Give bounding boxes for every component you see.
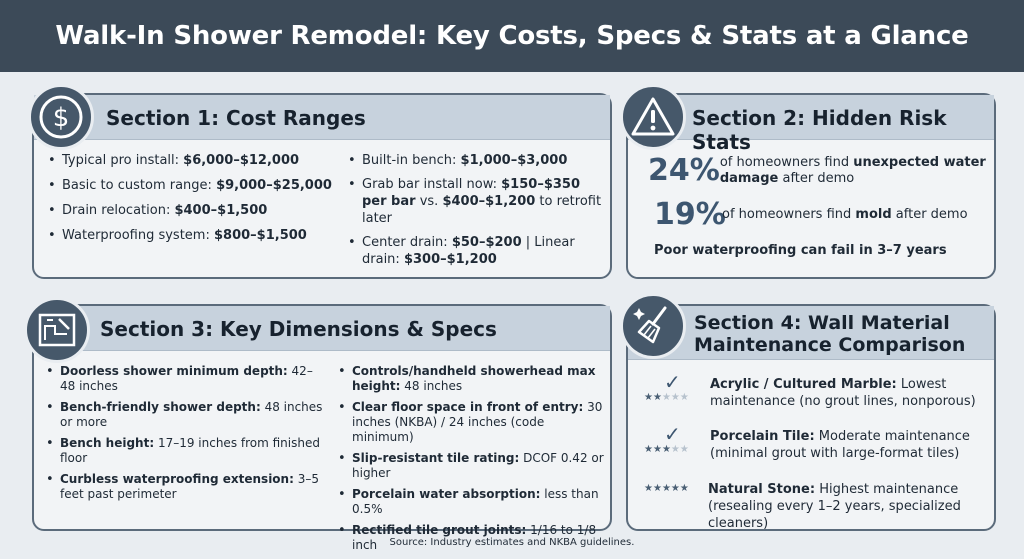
star-icon: ★ bbox=[679, 483, 689, 494]
star-icon: ★ bbox=[652, 483, 662, 494]
blueprint-icon bbox=[24, 297, 90, 363]
star-icon: ★ bbox=[679, 392, 689, 403]
star-icon: ★ bbox=[670, 483, 680, 494]
material-description: Acrylic / Cultured Marble: Lowest maintenance (no grout lines, nonporous) bbox=[710, 377, 976, 409]
rating-stars bbox=[644, 483, 689, 494]
star-icon: ★ bbox=[644, 483, 653, 494]
check-icon: ✓ bbox=[664, 370, 681, 394]
star-icon: ★ bbox=[652, 392, 662, 403]
cost-ranges-title: Section 1: Cost Ranges bbox=[106, 106, 366, 130]
list-item: • Center drain: $50–$200 | Linear drain: $300–$1,200 bbox=[348, 234, 608, 268]
mold-stat bbox=[654, 197, 968, 232]
list-item: • Grab bar install now: $150–$350 per bar vs. $400–$1,200 to retrofit later bbox=[348, 176, 608, 227]
list-item: • Controls/handheld showerhead max height: 48 inches bbox=[338, 364, 608, 394]
list-item: • Rectified tile grout joints: 1/16 to 1/8 inch bbox=[338, 523, 608, 553]
star-icon: ★ bbox=[644, 392, 653, 403]
star-icon: ★ bbox=[644, 444, 653, 455]
stat-text: of homeowners find unexpected water damage after demo bbox=[719, 154, 986, 186]
waterproofing-failure-note: Poor waterproofing can fail in 3–7 years bbox=[654, 243, 947, 258]
star-icon: ★ bbox=[661, 483, 671, 494]
dimensions-specs-title: Section 3: Key Dimensions & Specs bbox=[100, 317, 497, 341]
star-icon: ★ bbox=[661, 444, 671, 455]
warning-icon bbox=[620, 84, 686, 150]
hidden-risk-title: Section 2: Hidden Risk Stats bbox=[692, 106, 947, 154]
rating-stars bbox=[644, 392, 689, 403]
star-icon: ★ bbox=[652, 444, 662, 455]
page-header bbox=[0, 0, 1024, 72]
cost-ranges-card bbox=[32, 93, 612, 279]
list-item: • Clear floor space in front of entry: 30 inches (NKBA) / 24 inches (code minimum) bbox=[338, 400, 608, 445]
list-item: • Slip-resistant tile rating: DCOF 0.42 or higher bbox=[338, 451, 608, 481]
list-item: • Bench-friendly shower depth: 48 inches or more bbox=[46, 400, 328, 430]
cost-list-right bbox=[348, 152, 608, 275]
broom-icon bbox=[620, 293, 686, 359]
list-item: • Waterproofing system: $800–$1,500 bbox=[48, 227, 348, 244]
material-description: Natural Stone: Highest maintenance (resealing every 1–2 years, specialized cleaners) bbox=[708, 482, 961, 531]
specs-list-right bbox=[338, 364, 608, 559]
specs-list-left bbox=[46, 364, 328, 508]
dollar-icon bbox=[28, 84, 94, 150]
star-icon: ★ bbox=[670, 444, 680, 455]
water-damage-stat bbox=[648, 153, 994, 188]
list-item: • Bench height: 17–19 inches from finished floor bbox=[46, 436, 328, 466]
wall-material-title: Section 4: Wall Material Maintenance Comparison bbox=[694, 312, 966, 356]
cost-list-left bbox=[48, 152, 348, 252]
list-item: • Basic to custom range: $9,000–$25,000 bbox=[48, 177, 348, 194]
star-icon: ★ bbox=[661, 392, 671, 403]
list-item: • Curbless waterproofing extension: 3–5 feet past perimeter bbox=[46, 472, 328, 502]
star-icon: ★ bbox=[679, 444, 689, 455]
stat-percent: 24% bbox=[648, 153, 720, 188]
stat-percent: 19% bbox=[654, 197, 726, 232]
list-item: • Drain relocation: $400–$1,500 bbox=[48, 202, 348, 219]
stat-text: of homeowners find mold after demo bbox=[722, 206, 968, 222]
list-item: • Porcelain water absorption: less than 0.5% bbox=[338, 487, 608, 517]
svg-text:$: $ bbox=[52, 103, 70, 133]
page-title: Walk-In Shower Remodel: Key Costs, Specs & Stats at a Glance bbox=[55, 21, 969, 51]
material-description: Porcelain Tile: Moderate maintenance (minimal grout with large-format tiles) bbox=[710, 429, 970, 461]
rating-stars bbox=[644, 444, 689, 455]
list-item: • Built-in bench: $1,000–$3,000 bbox=[348, 152, 608, 169]
list-item: • Doorless shower minimum depth: 42–48 inches bbox=[46, 364, 328, 394]
source-note: Source: Industry estimates and NKBA guidelines. bbox=[389, 537, 635, 548]
check-icon: ✓ bbox=[664, 422, 681, 446]
star-icon: ★ bbox=[670, 392, 680, 403]
list-item: • Typical pro install: $6,000–$12,000 bbox=[48, 152, 348, 169]
